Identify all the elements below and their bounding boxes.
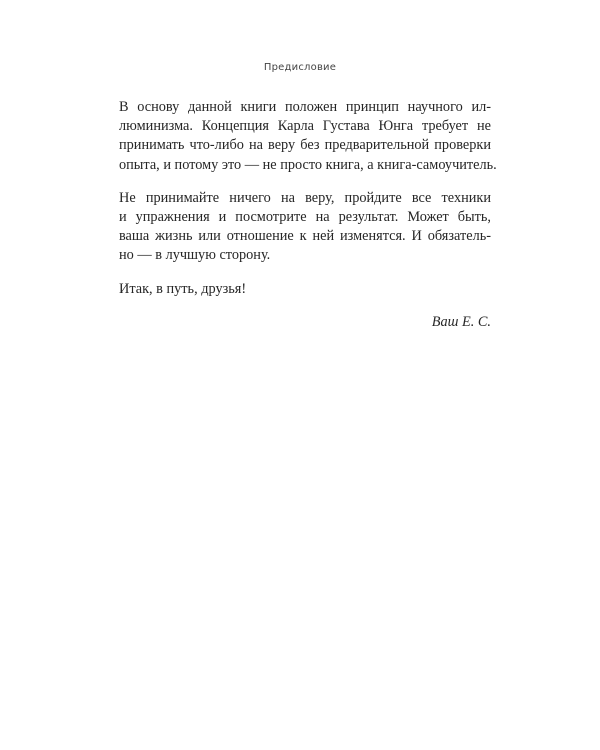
text-line: ваша жизнь или отношение к ней изменятся. И обязатель- (119, 228, 491, 245)
text-line: Итак, в путь, друзья! (119, 280, 247, 297)
paragraph-1 (119, 98, 497, 175)
paragraph-3 (119, 280, 491, 299)
text-line: принимать что-либо на веру без предварительной проверки (119, 137, 491, 154)
running-head: Предисловие (263, 62, 337, 73)
preface-body (119, 98, 497, 332)
text-line: В основу данной книги положен принцип научного ил- (119, 99, 491, 115)
signature: Ваш Е. С. (431, 313, 491, 330)
text-line: люминизма. Концепция Карла Густава Юнга требует не (119, 118, 491, 135)
text-line: опыта, и потому это — не просто книга, а книга-самоучитель. (119, 156, 497, 173)
paragraph-2 (119, 189, 491, 266)
text-line: и упражнения и посмотрите на результат. Может быть, (119, 209, 491, 226)
text-line: но — в лучшую сторону. (119, 247, 271, 264)
text-line: Не принимайте ничего на веру, пройдите все техники (119, 189, 491, 206)
